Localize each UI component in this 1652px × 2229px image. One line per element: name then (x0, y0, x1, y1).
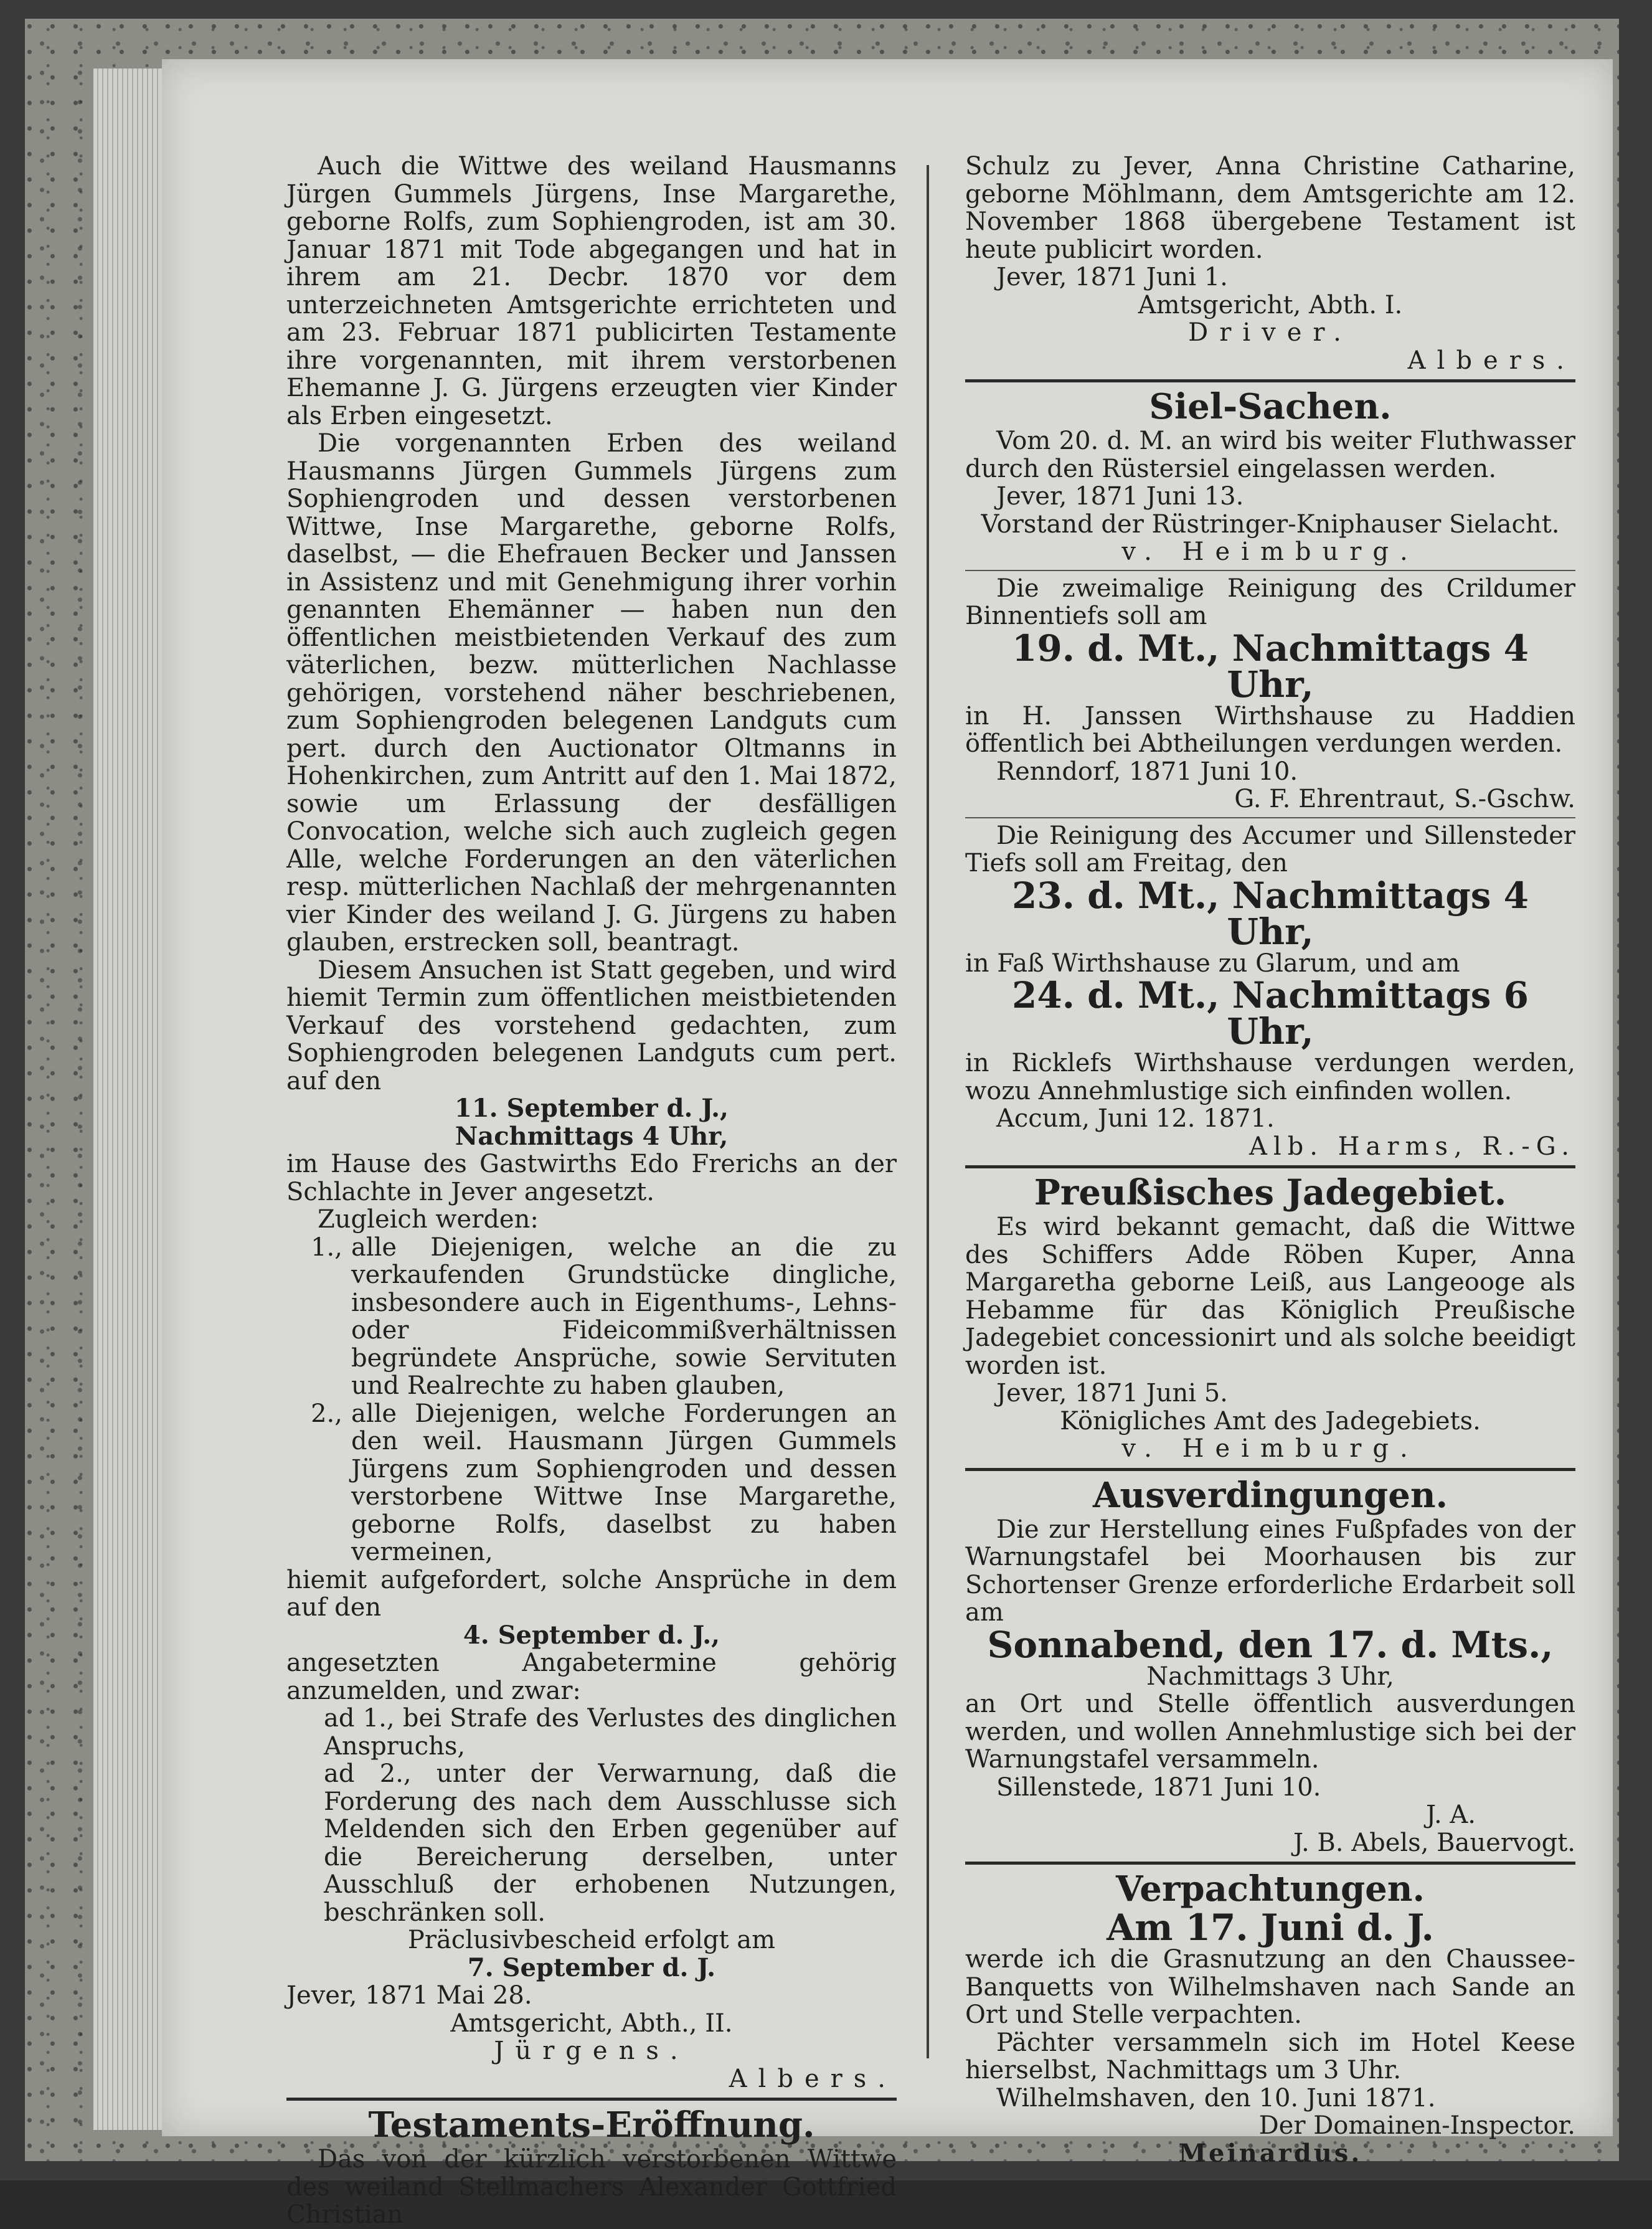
ausverdingungen-paragraph-2: an Ort und Stelle öffentlich ausverdungen werden, und wollen Annehmlustige sich bei der Warnungstafel versammeln. (965, 1690, 1575, 1774)
notice1-date-1: 11. September d. J., (455, 1094, 729, 1123)
notice1-date-3: 7. September d. J. (467, 1952, 716, 1982)
jadegebiet-place-date: Jever, 1871 Juni 5. (996, 1379, 1228, 1408)
notice1-date-2: 4. September d. J., (463, 1620, 720, 1650)
jadegebiet-signature: v. Heimburg. (1121, 1434, 1419, 1463)
ausverdingungen-heading: Ausverdingungen. (1092, 1474, 1448, 1516)
verpachtungen-organisation: Der Domainen-Inspector. (1258, 2111, 1575, 2140)
reinigung2-place-date: Accum, Juni 12. 1871. (996, 1104, 1275, 1133)
section-rule (965, 1468, 1575, 1471)
testament-heading: Testaments-Eröffnung. (368, 2104, 815, 2146)
ausverdingungen-signature: J. B. Abels, Bauervogt. (1293, 1828, 1575, 1857)
section-rule (965, 379, 1575, 382)
right-column (965, 153, 1575, 2167)
reinigung1-date: 19. d. Mt., Nachmittags 4 Uhr, (1011, 627, 1529, 706)
list-text: alle Diejenigen, welche an die zu verkaufenden Grundstücke dingliche, insbesondere auch in Eigenthums-, Lehns- oder Fideicommißverhältnissen begründete Ansprüche, sowie Servituten und Realrechte zu haben glauben, (351, 1233, 897, 1400)
section-rule (286, 2098, 897, 2101)
notice1-place-date: Jever, 1871 Mai 28. (286, 1981, 532, 2010)
notice1-paragraph-3: Diesem Ansuchen ist Statt gegeben, und wird hiemit Termin zum öffentlichen meistbietenden Verkauf des vorstehend gedachten, zum Sophiengroden belegenen Landguts cum pert. auf den (286, 955, 897, 1096)
jadegebiet-organisation: Königliches Amt des Jadegebiets. (1060, 1406, 1481, 1436)
reinigung2-date-1: 23. d. Mt., Nachmittags 4 Uhr, (1011, 874, 1529, 953)
notice1-ad-2: ad 2., unter der Verwarnung, daß die Forderung des nach dem Ausschlusse sich Meldenden sich den Erben gegenüber auf die Bereicherung derselben, unter Ausschluß der erhobenen Nutzungen, beschränken soll. (324, 1759, 897, 1927)
notice1-praeclusion: Präclusivbescheid erfolgt am (407, 1926, 776, 1954)
verpachtungen-paragraph-1: werde ich die Grasnutzung an den Chaussee-Banquetts von Wilhelmshaven nach Sande an Ort und Stelle verpachten. (965, 1945, 1575, 2029)
notice1-signature-2: Albers. (729, 2064, 897, 2093)
reinigung1-place-date: Renndorf, 1871 Juni 10. (996, 757, 1298, 786)
verpachtungen-paragraph-2: Pächter versammeln sich im Hotel Keese hierselbst, Nachmittags um 3 Uhr. (965, 2028, 1575, 2085)
siel-signature: v. Heimburg. (1121, 537, 1419, 566)
column-divider (927, 165, 929, 2058)
reinigung1-paragraph-2: in H. Janssen Wirthshause zu Haddien öffentlich bei Abtheilungen verdungen werden. (965, 701, 1575, 758)
reinigung2-signature: Alb. Harms, R.-G. (1248, 1132, 1575, 1161)
notice1-paragraph-5: Zugleich werden: (318, 1205, 539, 1234)
notice-rule (965, 817, 1575, 818)
notice1-ad-1: ad 1., bei Strafe des Verlustes des dinglichen Anspruchs, (324, 1704, 897, 1761)
section-rule (965, 1165, 1575, 1168)
verpachtungen-signature: Meinardus. (1178, 2138, 1362, 2168)
notice1-paragraph-7: angesetzten Angabetermine gehörig anzumelden, und zwar: (286, 1649, 897, 1705)
reinigung2-paragraph-2: in Faß Wirthshause zu Glarum, und am (965, 949, 1460, 978)
verpachtungen-subheading: Am 17. Juni d. J. (1107, 1906, 1434, 1949)
reinigung1-paragraph-1: Die zweimalige Reinigung des Crildumer Binnentiefs soll am (965, 574, 1575, 630)
ausverdingungen-date: Sonnabend, den 17. d. Mts., (987, 1623, 1554, 1666)
siel-paragraph: Vom 20. d. M. an wird bis weiter Fluthwasser durch den Rüstersiel eingelassen werden. (965, 427, 1575, 483)
notice1-paragraph-6: hiemit aufgefordert, solche Ansprüche in dem auf den (286, 1565, 897, 1622)
jadegebiet-heading: Preußisches Jadegebiet. (1034, 1172, 1507, 1213)
notice1-list-item-1 (286, 1234, 897, 1400)
section-rule (965, 1862, 1575, 1865)
testament-court: Amtsgericht, Abth. I. (1138, 290, 1403, 319)
ausverdingungen-ia: J. A. (1426, 1801, 1476, 1829)
ausverdingungen-place-date: Sillenstede, 1871 Juni 10. (996, 1772, 1321, 1802)
notice1-court: Amtsgericht, Abth., II. (450, 2009, 733, 2038)
siel-organisation: Vorstand der Rüstringer-Kniphauser Sielacht. (981, 509, 1560, 539)
siel-place-date: Jever, 1871 Juni 13. (996, 482, 1244, 511)
list-number: 1., (311, 1233, 342, 1262)
verpachtungen-heading: Verpachtungen. (1116, 1868, 1425, 1910)
notice1-signature-1: Jürgens. (494, 2037, 689, 2065)
siel-heading: Siel-Sachen. (1149, 386, 1392, 427)
testament-signature-2: Albers. (1407, 346, 1575, 375)
notice1-time-1: Nachmittags 4 Uhr, (455, 1121, 729, 1151)
reinigung2-date-2: 24. d. Mt., Nachmittags 6 Uhr, (1011, 974, 1529, 1053)
reinigung1-signature: G. F. Ehrentraut, S.-Gschw. (1234, 785, 1575, 813)
ausverdingungen-time: Nachmittags 3 Uhr, (1146, 1662, 1394, 1691)
notice1-paragraph-1: Auch die Wittwe des weiland Hausmanns Jürgen Gummels Jürgens, Inse Margarethe, geborne Rolfs, zum Sophiengroden, ist am 30. Januar 1871 mit Tode abgegangen und hat in ihrem am 21. Decbr. 1870 vor dem unterzeichneten Amtsgerichte errichteten und am 23. Februar 1871 publicirten Testamente ihre vorgenannten, mit ihrem verstorbenen Ehemanne J. G. Jürgens erzeugten vier Kinder als Erben eingesetzt. (286, 152, 897, 430)
list-text: alle Diejenigen, welche Forderungen an den weil. Hausmann Jürgen Gummels Jürgens zum Sophiengroden und dessen verstorbene Wittwe Inse Margarethe, geborne Rolfs, daselbst zu haben vermeinen, (351, 1399, 897, 1566)
ausverdingungen-paragraph-1: Die zur Herstellung eines Fußpfades von der Warnungstafel bei Moorhausen bis zur Schortenser Grenze erforderliche Erdarbeit soll am (965, 1515, 1575, 1627)
notice1-list-item-2 (286, 1400, 897, 1566)
testament-signature-1: Driver. (1188, 318, 1352, 347)
testament-paragraph-1: Das von der kürzlich verstorbenen Wittwe des weiland Stellmachers Alexander Gottfried Christian (286, 2145, 897, 2229)
left-column (286, 153, 897, 2229)
notice-rule (965, 570, 1575, 571)
list-number: 2., (311, 1399, 342, 1428)
reinigung2-paragraph-3: in Ricklefs Wirthshause verdungen werden, wozu Annehmlustige sich einfinden wollen. (965, 1049, 1575, 1105)
testament-continued: Schulz zu Jever, Anna Christine Catharine, geborne Möhlmann, dem Amtsgerichte am 12. November 1868 übergebene Testament ist heute publicirt worden. (965, 152, 1575, 264)
newspaper-page (162, 59, 1613, 2229)
verpachtungen-place-date: Wilhelmshaven, den 10. Juni 1871. (996, 2083, 1436, 2113)
notice1-paragraph-2: Die vorgenannten Erben des weiland Hausmanns Jürgen Gummels Jürgens zum Sophiengroden und dessen verstorbenen Wittwe, Inse Margarethe, geborne Rolfs, daselbst, — die Ehefrauen Becker und Janssen in Assistenz und mit Genehmigung ihrer vorhin genannten Ehemänner — haben nun den öffentlichen meistbietenden Verkauf des zum väterlichen, bezw. mütterlichen Nachlasse gehörigen, vorstehend näher beschriebenen, zum Sophiengroden belegenen Landguts cum pert. durch den Auctionator Oltmanns in Hohenkirchen, zum Antritt auf den 1. Mai 1872, sowie um Erlassung der desfälligen Convocation, welche sich auch zugleich gegen Alle, welche Forderungen an den väterlichen resp. mütterlichen Nachlaß der mehrgenannten vier Kinder des weiland J. G. Jürgens zu haben glauben, erstrecken soll, beantragt. (286, 429, 897, 957)
reinigung2-paragraph-1: Die Reinigung des Accumer und Sillensteder Tiefs soll am Freitag, den (965, 821, 1575, 878)
jadegebiet-paragraph: Es wird bekannt gemacht, daß die Wittwe des Schiffers Adde Röben Kuper, Anna Margaretha geborne Leiß, aus Langeooge als Hebamme für das Königlich Preußische Jadegebiet concessionirt und als solche beeidigt worden ist. (965, 1213, 1575, 1380)
notice1-paragraph-4: im Hause des Gastwirths Edo Frerichs an der Schlachte in Jever angesetzt. (286, 1150, 897, 1206)
testament-place-date: Jever, 1871 Juni 1. (996, 263, 1228, 291)
